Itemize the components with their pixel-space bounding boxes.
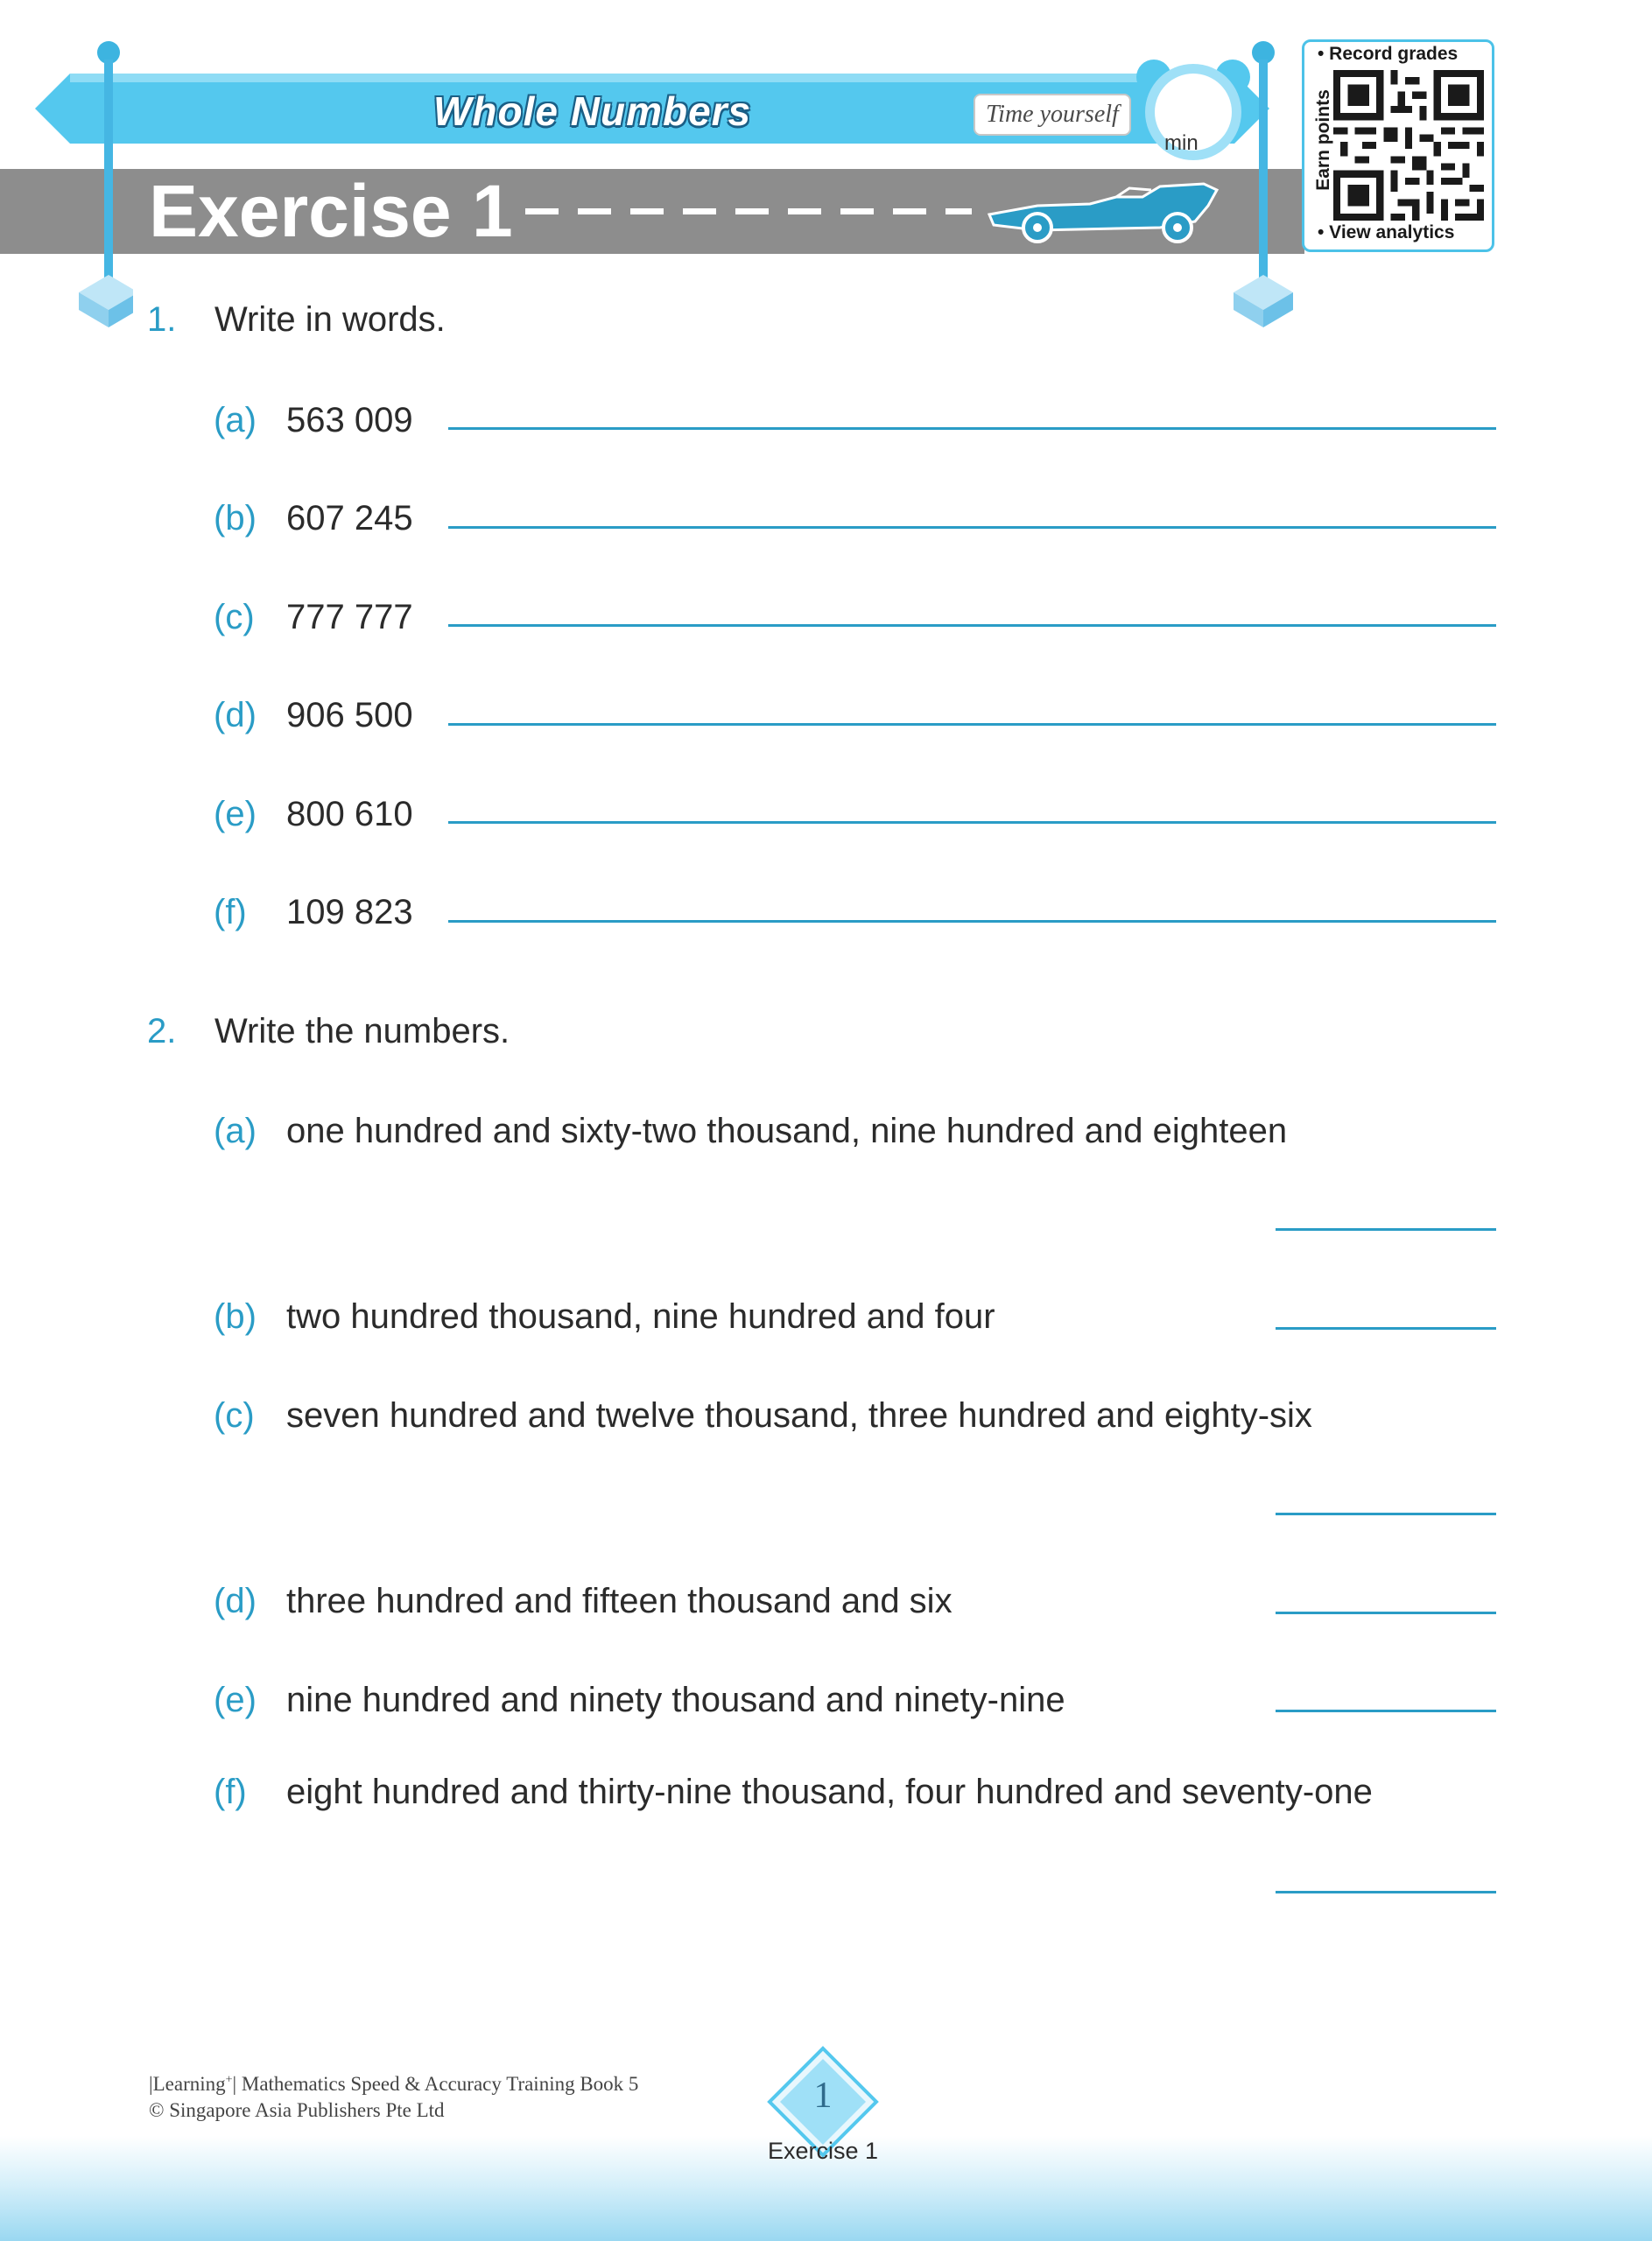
q1-part-f-answer-line[interactable] (448, 920, 1496, 923)
book-title-text: | Mathematics Speed & Accuracy Training Book 5 (232, 2073, 639, 2095)
q2-part-b-answer-line[interactable] (1276, 1327, 1496, 1330)
time-yourself-label: Time yourself (974, 94, 1131, 136)
q1-part-c-label: (c) (214, 598, 255, 636)
qr-earn-points-label: Earn points (1313, 89, 1333, 191)
q2-part-e-answer-line[interactable] (1276, 1710, 1496, 1712)
q2-part-f-label: (f) (214, 1773, 247, 1811)
q2-part-f-answer-line[interactable] (1276, 1891, 1496, 1893)
q2-part-e-label: (e) (214, 1681, 257, 1719)
q2-part-d-text: three hundred and fifteen thousand and six (286, 1582, 953, 1620)
q1-part-b-answer-line[interactable] (448, 526, 1496, 529)
q1-part-e-answer-line[interactable] (448, 821, 1496, 824)
q2-part-b-label: (b) (214, 1297, 257, 1336)
footer-exercise-label: Exercise 1 (767, 2138, 879, 2164)
qr-code-icon[interactable] (1333, 70, 1484, 221)
q1-part-c-value: 777 777 (286, 598, 413, 636)
q1-part-f-value: 109 823 (286, 893, 413, 931)
q1-part-b-label: (b) (214, 499, 257, 537)
q1-part-e-label: (e) (214, 795, 257, 833)
q1-part-f-label: (f) (214, 893, 247, 931)
book-prefix: |Learning (149, 2073, 226, 2095)
time-unit-label: min (1164, 131, 1199, 155)
topic-title: Whole Numbers (433, 88, 752, 134)
left-post-icon (72, 39, 133, 327)
q2-part-c-answer-line[interactable] (1276, 1513, 1496, 1515)
q1-part-a-value: 563 009 (286, 401, 413, 439)
q1-part-b-value: 607 245 (286, 499, 413, 537)
q2-part-a-answer-line[interactable] (1276, 1228, 1496, 1231)
qr-record-grades-label: • Record grades (1318, 44, 1459, 64)
q1-part-e-value: 800 610 (286, 795, 413, 833)
exercise-title: Exercise 1 (149, 170, 513, 252)
q1-part-c-answer-line[interactable] (448, 624, 1496, 627)
q1-part-a-answer-line[interactable] (448, 427, 1496, 430)
book-sup: + (225, 2073, 233, 2087)
question-2-text: Write the numbers. (214, 1012, 510, 1050)
question-1-number: 1. (147, 300, 177, 339)
q2-part-c-text: seven hundred and twelve thousand, three hundred and eighty-six (286, 1396, 1312, 1435)
q2-part-d-label: (d) (214, 1582, 257, 1620)
q2-part-a-label: (a) (214, 1112, 257, 1150)
q2-part-a-text: one hundred and sixty-two thousand, nine hundred and eighteen (286, 1112, 1288, 1150)
q2-part-f-text: eight hundred and thirty-nine thousand, four hundred and seventy-one (286, 1773, 1373, 1811)
q2-part-d-answer-line[interactable] (1276, 1612, 1496, 1614)
copyright: © Singapore Asia Publishers Pte Ltd (149, 2099, 445, 2121)
qr-view-analytics-label: • View analytics (1318, 222, 1455, 242)
q2-part-e-text: nine hundred and ninety thousand and ninety-nine (286, 1681, 1065, 1719)
q1-part-d-label: (d) (214, 696, 257, 734)
question-1-text: Write in words. (214, 300, 446, 339)
q1-part-d-value: 906 500 (286, 696, 413, 734)
book-title (149, 2073, 638, 2096)
q1-part-a-label: (a) (214, 401, 257, 439)
page-number: 1 (813, 2076, 833, 2116)
q1-part-d-answer-line[interactable] (448, 723, 1496, 726)
q2-part-c-label: (c) (214, 1396, 255, 1435)
dash-decoration (525, 208, 972, 215)
q2-part-b-text: two hundred thousand, nine hundred and four (286, 1297, 995, 1336)
race-car-icon (985, 179, 1221, 249)
question-2-number: 2. (147, 1012, 177, 1050)
